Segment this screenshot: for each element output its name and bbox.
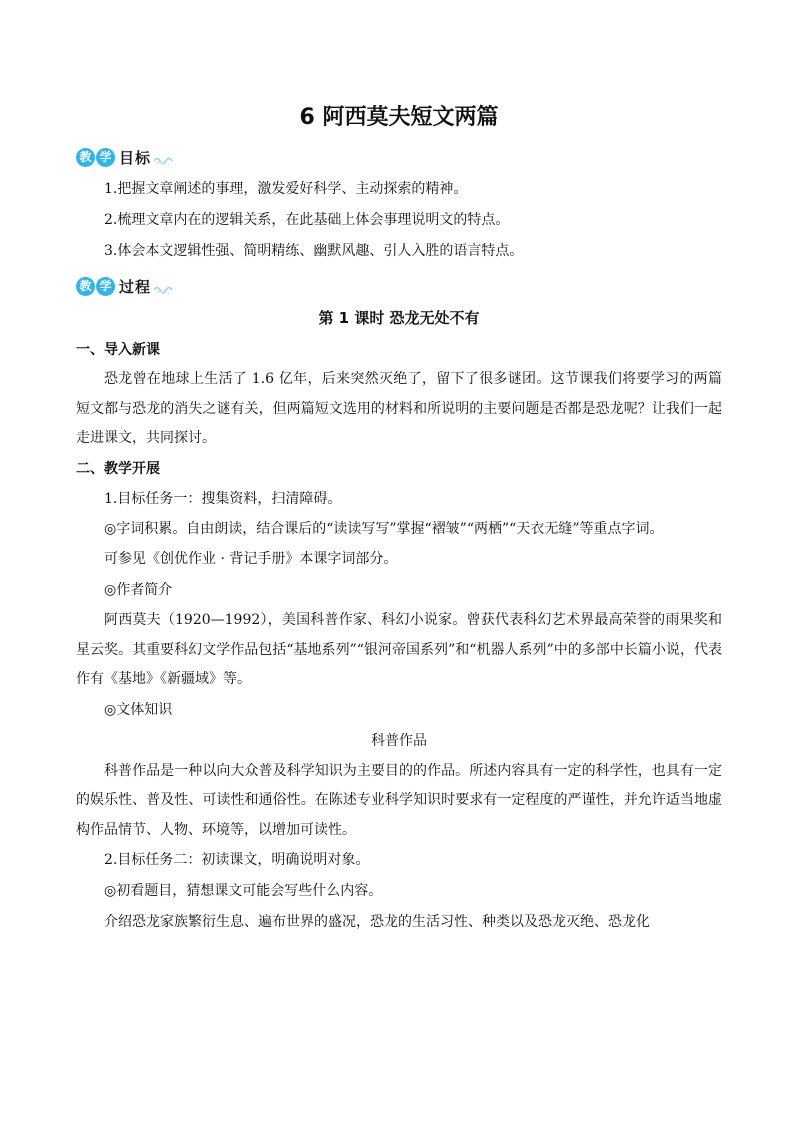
wave-decoration-icon	[153, 155, 175, 165]
genre-paragraph: 科普作品是一种以向大众普及科学知识为主要目的的作品。所述内容具有一定的科学性，也具有一定的娱乐性、普及性、可读性和通俗性。在陈述专业科学知识时要求有一定程度的严谨性，并允许适当地虚构作品情节、人物、环境等，以增加可读性。	[76, 762, 722, 838]
process-badge	[76, 273, 722, 299]
task-two: 2.目标任务二：初读课文，明确说明对象。	[104, 852, 370, 868]
genre-title: 科普作品	[371, 732, 427, 749]
vocab-paragraph: ◎字词积累。自由朗读，结合课后的“读读写写”掌握“褶皱”“两栖”“天衣无缝”等重点字词。	[104, 520, 664, 537]
guess-line: ◎初看题目，猜想课文可能会写些什么内容。	[104, 883, 383, 899]
wave-decoration-icon	[153, 284, 175, 294]
last-line: 介绍恐龙家族繁衍生息、遍布世界的盛况，恐龙的生活习性、种类以及恐龙灭绝、恐龙化	[104, 914, 650, 930]
reference-line: 可参见《创优作业 · 背记手册》本课字词部分。	[104, 551, 398, 567]
objective-item: 2.梳理文章内在的逻辑关系，在此基础上体会事理说明文的特点。	[104, 212, 510, 228]
author-paragraph: 阿西莫夫（1920—1992），美国科普作家、科幻小说家。曾获代表科幻艺术界最高荣誉的雨果奖和星云奖。其重要科幻文学作品包括“基地系列”“银河帝国系列”和“机器人系列”中的多部中长篇小说，代表作有《基地》《新疆域》等。	[76, 612, 722, 687]
badge-circle-1: 教	[76, 277, 95, 296]
page-title: 6 阿西莫夫短文两篇	[299, 105, 499, 130]
lesson-title: 第 1 课时 恐龙无处不有	[318, 309, 480, 327]
badge-circle-2: 学	[96, 277, 115, 296]
document-page	[76, 98, 722, 938]
badge-label: 目标	[119, 148, 152, 167]
badge-label: 过程	[119, 277, 152, 296]
intro-paragraph: 恐龙曾在地球上生活了 1.6 亿年，后来突然灭绝了，留下了很多谜团。这节课我们将要学习的两篇短文都与恐龙的消失之谜有关，但两篇短文选用的材料和所说明的主要问题是否都是恐龙呢？让我们一起走进课文，共同探讨。	[76, 371, 722, 446]
objective-item: 3.体会本文逻辑性强、简明精练、幽默风趣、引人入胜的语言特点。	[104, 243, 524, 259]
author-label: ◎作者简介	[104, 582, 173, 598]
genre-label: ◎文体知识	[104, 701, 173, 718]
task-one: 1.目标任务一：搜集资料，扫清障碍。	[104, 490, 342, 507]
objectives-badge	[76, 144, 722, 170]
section-heading: 二、教学开展	[76, 460, 160, 477]
badge-circle-1: 教	[76, 148, 95, 167]
badge-circle-2: 学	[96, 148, 115, 167]
objective-item: 1.把握文章阐述的事理，激发爱好科学、主动探索的精神。	[104, 181, 468, 197]
section-heading: 一、导入新课	[76, 342, 160, 358]
